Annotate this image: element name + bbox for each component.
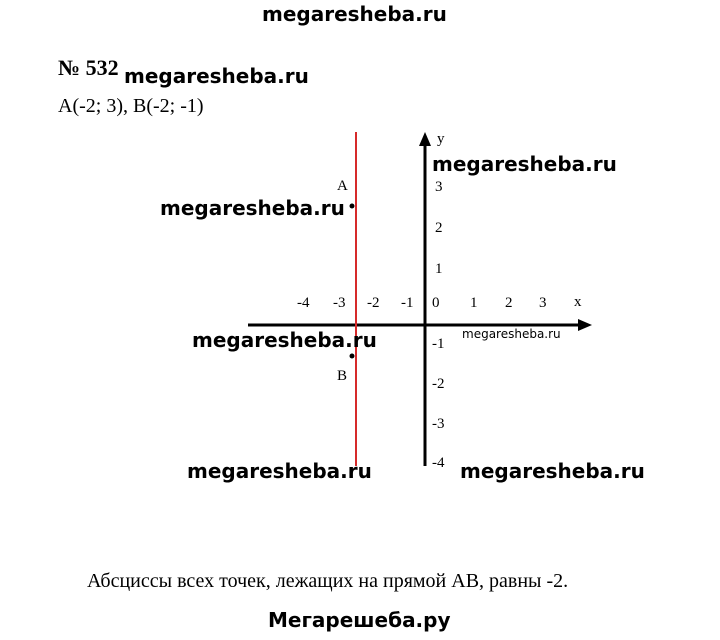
watermark-7: megaresheba.ru bbox=[460, 459, 645, 483]
answer-text: Абсциссы всех точек, лежащих на прямой AB, равны -2. bbox=[87, 570, 569, 592]
point-b bbox=[350, 354, 355, 359]
y-axis-label: y bbox=[437, 131, 445, 147]
x-tick-label: 0 bbox=[432, 295, 440, 311]
y-tick-label: 2 bbox=[435, 220, 443, 236]
y-tick-label: 1 bbox=[435, 261, 443, 277]
x-axis-arrow-icon bbox=[578, 319, 592, 331]
x-tick-label: 3 bbox=[539, 295, 547, 311]
y-tick-label: -3 bbox=[432, 416, 445, 432]
x-tick-label: 1 bbox=[470, 295, 478, 311]
x-tick-label: -3 bbox=[333, 295, 346, 311]
point-b-label: B bbox=[337, 368, 348, 384]
y-tick-label: -4 bbox=[432, 455, 445, 471]
x-axis-label: x bbox=[574, 294, 582, 310]
x-tick-label: -2 bbox=[367, 295, 380, 311]
x-tick-label: -1 bbox=[401, 295, 414, 311]
watermark-1: megaresheba.ru bbox=[124, 64, 309, 88]
header-watermark: megaresheba.ru bbox=[262, 2, 447, 26]
y-axis-arrow-icon bbox=[419, 132, 431, 146]
watermark-2: megaresheba.ru bbox=[432, 152, 617, 176]
x-tick-label: 2 bbox=[505, 295, 513, 311]
watermark-3: megaresheba.ru bbox=[160, 196, 345, 220]
y-tick-label: -2 bbox=[432, 376, 445, 392]
point-a bbox=[350, 204, 355, 209]
x-tick-label: -4 bbox=[297, 295, 310, 311]
given-points: A(-2; 3), B(-2; -1) bbox=[58, 95, 204, 117]
watermark-6: megaresheba.ru bbox=[187, 459, 372, 483]
y-tick-label: 3 bbox=[435, 179, 443, 195]
watermark-5: megaresheba.ru bbox=[462, 327, 561, 341]
watermark-4: megaresheba.ru bbox=[192, 328, 377, 352]
y-tick-label: -1 bbox=[432, 336, 445, 352]
footer-watermark: Мегарешеба.ру bbox=[268, 608, 451, 632]
problem-number: № 532 bbox=[58, 55, 119, 80]
point-a-label: A bbox=[337, 178, 348, 194]
